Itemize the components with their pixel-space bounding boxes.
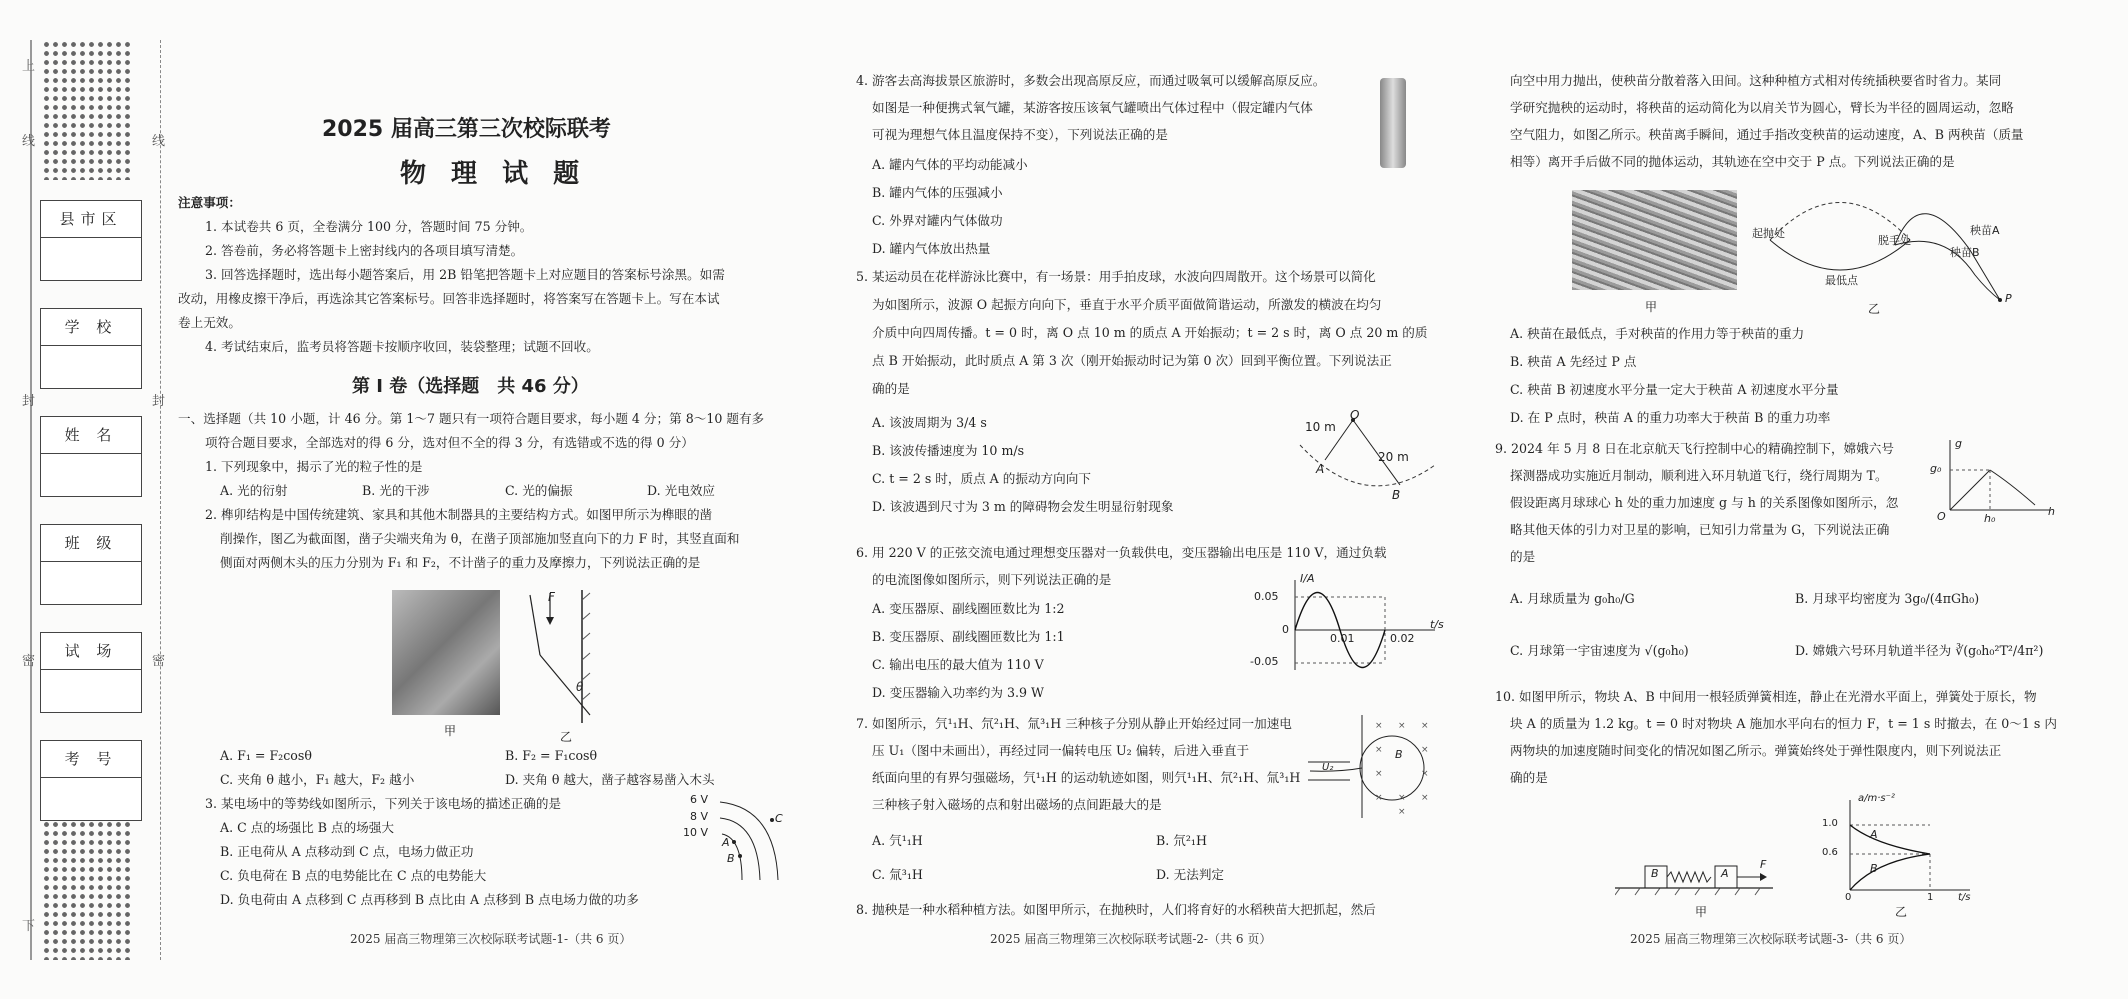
q9-gravity-graph (1935, 435, 2055, 520)
q3-label: A (722, 836, 730, 849)
q8-stem: 空气阻力，如图乙所示。秧苗离手瞬间，通过手指改变秧苗的运动速度，A、B 两秧苗（质量 (1510, 127, 2024, 142)
svg-text:×: × (1398, 807, 1406, 817)
notice-label: 注意事项： (178, 195, 241, 210)
q8-option-b[interactable]: B. 秧苗 A 先经过 P 点 (1510, 354, 1637, 369)
q6-tick-label: 0.05 (1254, 590, 1279, 603)
q3-label: B (727, 852, 735, 865)
q1-stem: 1. 下列现象中，揭示了光的粒子性的是 (205, 459, 423, 474)
q7-label: U₂ (1322, 762, 1334, 773)
q8-label: 最低点 (1825, 274, 1858, 287)
q5-label: 20 m (1378, 450, 1409, 464)
q5-stem: 为如图所示，波源 O 起振方向向下，垂直于水平介质平面做简谐运动，所激发的横波在均匀 (872, 297, 1382, 312)
q2-force-label: F (548, 590, 555, 604)
q2-chisel-photo (392, 590, 500, 715)
q5-label: O (1350, 408, 1360, 422)
q8-label: P (2005, 292, 2012, 305)
q8-stem: 8. 抛秧是一种水稻种植方法。如图甲所示，在抛秧时，人们将育好的水稻秧苗大把抓起，然后 (856, 902, 1376, 917)
q2-stem: 侧面对两侧木头的压力分别为 F₁ 和 F₂，不计凿子的重力及摩擦力，下列说法正确的是 (220, 555, 701, 570)
page-footer-2: 2025 届高三物理第三次校际联考试题-2-（共 6 页） (990, 932, 1272, 946)
q9-axis-label: g₀ (1930, 462, 1942, 475)
q5-option-d[interactable]: D. 该波遇到尺寸为 3 m 的障碍物会发生明显衍射现象 (872, 499, 1174, 514)
q4-option-a[interactable]: A. 罐内气体的平均动能减小 (872, 157, 1028, 172)
q10-block-label: B (1651, 867, 1659, 880)
part-intro: 一、选择题（共 10 小题，计 46 分。第 1～7 题只有一项符合题目要求，每小题 4 分；第 8～10 题有多 (178, 411, 765, 426)
q6-axis-label: I/A (1300, 572, 1315, 585)
q4-option-d[interactable]: D. 罐内气体放出热量 (872, 241, 991, 256)
q6-option-c[interactable]: C. 输出电压的最大值为 110 V (872, 657, 1044, 672)
q9-axis-label: h₀ (1984, 512, 1996, 525)
q10-tick-label: 1 (1927, 892, 1934, 903)
q6-tick-label: 0 (1282, 623, 1289, 636)
q10-stem: 两物块的加速度随时间变化的情况如图乙所示。弹簧始终处于弹性限度内，则下列说法正 (1510, 743, 2002, 758)
q6-tick-label: 0.01 (1330, 632, 1355, 645)
q10-acceleration-graph (1830, 795, 1980, 905)
q4-option-c[interactable]: C. 外界对罐内气体做功 (872, 213, 1003, 228)
q3-label: 6 V (690, 793, 709, 806)
q8-option-a[interactable]: A. 秧苗在最低点，手对秧苗的作用力等于秧苗的重力 (1510, 326, 1805, 341)
q10-tick-label: 0.6 (1822, 847, 1838, 858)
svg-text:×: × (1421, 745, 1429, 755)
q3-label: 8 V (690, 810, 709, 823)
notice-item: 2. 答卷前，务必将答题卡上密封线内的各项目填写清楚。 (205, 243, 524, 258)
q4-stem: 4. 游客去高海拔景区旅游时，多数会出现高原反应，而通过吸氧可以缓解高原反应。 (856, 73, 1326, 88)
q4-option-b[interactable]: B. 罐内气体的压强减小 (872, 185, 1003, 200)
q6-option-a[interactable]: A. 变压器原、副线圈匝数比为 1:2 (872, 601, 1065, 616)
field-exam-room-box[interactable] (41, 670, 141, 712)
binding-char: 密 (152, 654, 166, 669)
q6-option-d[interactable]: D. 变压器输入功率约为 3.9 W (872, 685, 1044, 700)
field-exam-number-box[interactable] (41, 778, 141, 820)
q9-axis-label: h (2048, 505, 2055, 518)
binding-edge-top: 上 (22, 59, 36, 74)
q10-fig-b-caption: 乙 (1895, 905, 1908, 919)
q10-axis-label: t/s (1958, 892, 1971, 903)
field-name-box[interactable] (41, 454, 141, 496)
seal-dot-pattern-top (42, 40, 134, 180)
seal-dot-pattern-bottom (42, 820, 134, 960)
q7-option-d[interactable]: D. 无法判定 (1156, 867, 1225, 882)
q2-option-a[interactable]: A. F₁ = F₂cosθ (220, 748, 312, 763)
q6-axis-label: t/s (1430, 618, 1444, 631)
q8-fig-b-caption: 乙 (1868, 302, 1881, 316)
q7-option-a[interactable]: A. 氕¹₁H (872, 833, 923, 848)
svg-text:×: × (1375, 769, 1383, 779)
binding-dashed-line (160, 40, 161, 960)
binding-line (30, 40, 32, 960)
q5-label: B (1392, 488, 1401, 502)
field-county: 县市区 (40, 200, 142, 281)
q2-chisel-diagram (520, 585, 600, 730)
q6-option-b[interactable]: B. 变压器原、副线圈匝数比为 1:1 (872, 629, 1065, 644)
q2-option-d[interactable]: D. 夹角 θ 越大，凿子越容易凿入木头 (505, 772, 715, 787)
svg-text:×: × (1375, 721, 1383, 731)
q10-tick-label: 1.0 (1822, 818, 1838, 829)
q2-fig-b-caption: 乙 (560, 730, 573, 744)
binding-edge-bottom: 下 (22, 919, 36, 934)
q1-option-a[interactable]: A. 光的衍射 (220, 483, 288, 498)
svg-text:×: × (1375, 793, 1383, 803)
q5-option-c[interactable]: C. t = 2 s 时，质点 A 的振动方向向下 (872, 471, 1091, 486)
q9-option-c[interactable]: C. 月球第一宇宙速度为 √(g₀h₀) (1510, 643, 1689, 658)
svg-text:×: × (1398, 721, 1406, 731)
page-footer-3: 2025 届高三物理第三次校际联考试题-3-（共 6 页） (1630, 932, 1912, 946)
q10-axis-label: a/m·s⁻² (1858, 793, 1895, 804)
q1-option-d[interactable]: D. 光电效应 (647, 483, 716, 498)
field-class: 班 级 (40, 524, 142, 605)
q10-block-label: A (1721, 867, 1729, 880)
q7-stem: 三种核子射入磁场的点和射出磁场的点间距最大的是 (872, 797, 1162, 812)
q2-stem: 削操作，图乙为截面图，凿子尖端夹角为 θ，在凿子顶部施加竖直向下的力 F 时，其竖直面和 (220, 531, 740, 546)
q3-label: 10 V (683, 826, 709, 839)
field-name: 姓 名 (40, 416, 142, 497)
q10-stem: 10. 如图甲所示，物块 A、B 中间用一根轻质弹簧相连，静止在光滑水平面上，弹簧处于原长，物 (1495, 689, 2037, 704)
q5-stem: 介质中向四周传播。t = 0 时，离 O 点 10 m 的质点 A 开始振动；t = 2 s 时，离 O 点 20 m 的质 (872, 325, 1428, 340)
q8-rice-field-photo (1572, 190, 1737, 290)
q3-option-b[interactable]: B. 正电荷从 A 点移动到 C 点，电场力做正功 (220, 844, 474, 859)
field-county-box[interactable] (41, 238, 141, 280)
q9-stem: 探测器成功实施近月制动，顺利进入环月轨道飞行，绕行周期为 T。 (1510, 468, 1888, 483)
q3-option-a[interactable]: A. C 点的场强比 B 点的场强大 (220, 820, 394, 835)
q7-magnetic-field-diagram (1300, 710, 1440, 820)
q8-stem: 学研究抛秧的运动时，将秧苗的运动简化为以肩关节为圆心，臂长为半径的圆周运动，忽略 (1510, 100, 2014, 115)
q7-stem: 7. 如图所示，氕¹₁H、氘²₁H、氚³₁H 三种核子分别从静止开始经过同一加速电 (856, 716, 1292, 731)
binding-char: 线 (152, 134, 166, 149)
part-intro: 项符合题目要求，全部选对的得 6 分，选对但不全的得 3 分，有选错或不选的得 0 分） (205, 435, 694, 450)
field-exam-number: 考 号 (40, 740, 142, 821)
q7-option-c[interactable]: C. 氚³₁H (872, 867, 923, 882)
q8-label: 秧苗B (1950, 246, 1980, 259)
q2-angle-label: θ (576, 680, 584, 694)
q9-option-a[interactable]: A. 月球质量为 g₀h₀/G (1510, 591, 1635, 606)
binding-char: 封 (152, 394, 166, 409)
svg-text:×: × (1398, 793, 1406, 803)
svg-text:×: × (1421, 769, 1429, 779)
q7-label: B (1395, 748, 1403, 761)
q3-option-d[interactable]: D. 负电荷由 A 点移到 C 点再移到 B 点比由 A 点移到 B 点电场力做的功多 (220, 892, 639, 907)
q2-stem: 2. 榫卯结构是中国传统建筑、家具和其他木制器具的主要结构方式。如图甲所示为榫眼的凿 (205, 507, 713, 522)
svg-text:×: × (1375, 745, 1383, 755)
q9-stem: 的是 (1510, 549, 1536, 564)
q2-option-b[interactable]: B. F₂ = F₁cosθ (505, 748, 598, 763)
q10-blocks-diagram (1615, 850, 1775, 900)
q4-stem: 如图是一种便携式氧气罐，某游客按压该氧气罐喷出气体过程中（假定罐内气体 (872, 100, 1313, 115)
q8-fig-a-caption: 甲 (1645, 300, 1658, 314)
q9-option-b[interactable]: B. 月球平均密度为 3g₀/(4πGh₀) (1795, 591, 1980, 606)
q3-label: C (775, 812, 783, 825)
svg-text:×: × (1421, 793, 1429, 803)
q5-option-a[interactable]: A. 该波周期为 3/4 s (872, 415, 987, 430)
q2-fig-a-caption: 甲 (444, 724, 457, 738)
q9-option-d[interactable]: D. 嫦娥六号环月轨道半径为 ∛(g₀h₀²T²/4π²) (1795, 643, 2044, 658)
q1-option-b[interactable]: B. 光的干涉 (362, 483, 430, 498)
notice-item: 3. 回答选择题时，选出每小题答案后，用 2B 铅笔把答题卡上对应题目的答案标号涂黑。如需 (205, 267, 725, 282)
q6-tick-label: 0.02 (1390, 632, 1415, 645)
q8-option-c[interactable]: C. 秧苗 B 初速度水平分量一定大于秧苗 A 初速度水平分量 (1510, 382, 1839, 397)
q6-stem: 的电流图像如图所示，则下列说法正确的是 (872, 572, 1112, 587)
q6-current-graph (1275, 575, 1445, 675)
binding-char: 封 (22, 394, 36, 409)
q5-label: A (1316, 462, 1325, 476)
page-footer-1: 2025 届高三物理第三次校际联考试题-1-（共 6 页） (350, 932, 632, 946)
q6-tick-label: -0.05 (1250, 655, 1279, 668)
q8-label: 秧苗A (1970, 224, 2000, 237)
q10-curve-label: B (1870, 862, 1878, 875)
q7-stem: 压 U₁（图中未画出），再经过同一偏转电压 U₂ 偏转，后进入垂直于 (872, 743, 1250, 758)
q6-stem: 6. 用 220 V 的正弦交流电通过理想变压器对一负载供电，变压器输出电压是 110 V，通过负载 (856, 545, 1387, 560)
q8-stem: 向空中用力抛出，使秧苗分散着落入田间。这种种植方式相对传统插秧要省时省力。某同 (1510, 73, 2002, 88)
q10-force-label: F (1760, 858, 1767, 871)
field-school: 学 校 (40, 308, 142, 389)
q7-option-b[interactable]: B. 氘²₁H (1156, 833, 1207, 848)
notice-item: 1. 本试卷共 6 页，全卷满分 100 分，答题时间 75 分钟。 (205, 219, 533, 234)
field-class-box[interactable] (41, 562, 141, 604)
q4-oxygen-can-photo (1380, 78, 1406, 168)
q9-axis-label: O (1937, 510, 1946, 523)
binding-char: 密 (22, 654, 36, 669)
notice-item: 卷上无效。 (178, 315, 241, 330)
q9-stem: 9. 2024 年 5 月 8 日在北京航天飞行控制中心的精确控制下，嫦娥六号 (1495, 441, 1894, 456)
field-school-box[interactable] (41, 346, 141, 388)
q3-stem: 3. 某电场中的等势线如图所示，下列关于该电场的描述正确的是 (205, 796, 562, 811)
q10-fig-a-caption: 甲 (1695, 905, 1708, 919)
q5-stem: 确的是 (872, 381, 910, 396)
binding-char: 线 (22, 134, 36, 149)
notice-item: 4. 考试结束后，监考员将答题卡按顺序收回，装袋整理；试题不回收。 (205, 339, 599, 354)
q7-stem: 纸面向里的有界匀强磁场，氕¹₁H 的运动轨迹如图，则氕¹₁H、氘²₁H、氚³₁H (872, 770, 1301, 785)
notice-item: 改动，用橡皮擦干净后，再选涂其它答案标号。回答非选择题时，将答案写在答题卡上。写在本试 (178, 291, 720, 306)
q9-stem: 略其他天体的引力对卫星的影响，已知引力常量为 G，下列说法正确 (1510, 522, 1890, 537)
q4-stem: 可视为理想气体且温度保持不变），下列说法正确的是 (872, 127, 1168, 142)
exam-title: 2025 届高三第三次校际联考 (322, 117, 611, 142)
svg-text:×: × (1421, 721, 1429, 731)
section-title: 第 Ⅰ 卷（选择题 共 46 分） (352, 376, 589, 397)
q10-stem: 块 A 的质量为 1.2 kg。t = 0 时对物块 A 施加水平向右的恒力 F，t = 1 s 时撤去，在 0～1 s 内 (1510, 716, 2057, 731)
field-exam-room: 试 场 (40, 632, 142, 713)
q8-label: 起抛处 (1752, 227, 1785, 240)
q2-option-c[interactable]: C. 夹角 θ 越小，F₁ 越大，F₂ 越小 (220, 772, 415, 787)
q5-label: 10 m (1305, 420, 1336, 434)
q9-stem: 假设距离月球球心 h 处的重力加速度 g 与 h 的关系图像如图所示，忽 (1510, 495, 1899, 510)
q1-option-c[interactable]: C. 光的偏振 (505, 483, 573, 498)
q8-stem: 相等）离开手后做不同的抛体运动，其轨迹在空中交于 P 点。下列说法正确的是 (1510, 154, 1955, 169)
q8-label: 脱手处 (1878, 234, 1911, 247)
q5-option-b[interactable]: B. 该波传播速度为 10 m/s (872, 443, 1025, 458)
q8-option-d[interactable]: D. 在 P 点时，秧苗 A 的重力功率大于秧苗 B 的重力功率 (1510, 410, 1831, 425)
exam-subject: 物 理 试 题 (400, 159, 588, 189)
q10-stem: 确的是 (1510, 770, 1548, 785)
q5-stem: 5. 某运动员在花样游泳比赛中，有一场景：用手拍皮球，水波向四周散开。这个场景可以简化 (856, 269, 1376, 284)
q10-curve-label: A (1870, 828, 1878, 841)
q9-axis-label: g (1955, 437, 1962, 450)
q10-tick-label: 0 (1845, 892, 1852, 903)
q3-option-c[interactable]: C. 负电荷在 B 点的电势能比在 C 点的电势能大 (220, 868, 487, 883)
q5-stem: 点 B 开始振动，此时质点 A 第 3 次（刚开始振动时记为第 0 次）回到平衡位置。下列说法正 (872, 353, 1392, 368)
